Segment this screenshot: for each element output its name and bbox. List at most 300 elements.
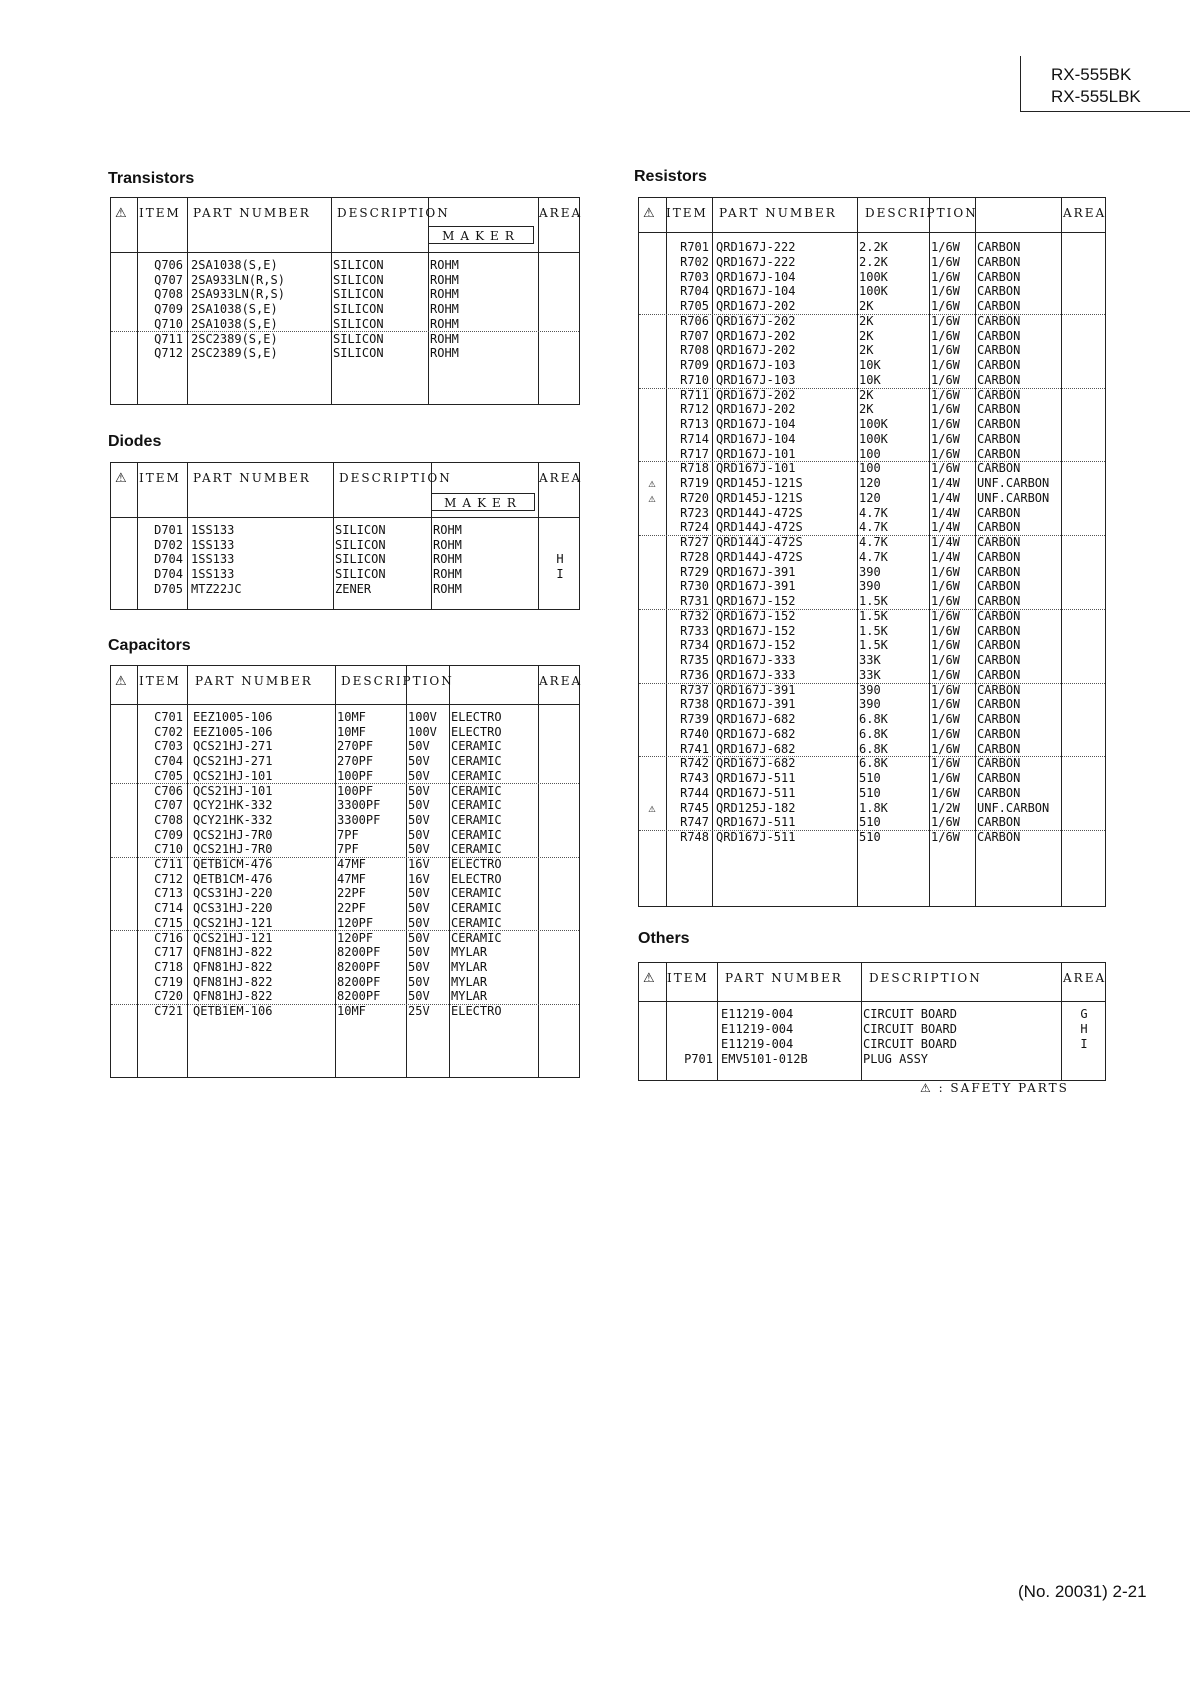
resistors-cell-d1: 390 <box>859 697 881 712</box>
capacitors-cell-item: C719 <box>154 974 183 989</box>
capacitors-row <box>111 798 579 813</box>
resistors-row <box>639 432 1105 447</box>
transistors-cell-d2: ROHM <box>430 346 459 361</box>
resistors-cell-d2: 1/4W <box>931 549 960 564</box>
resistors-cell-d2: 1/6W <box>931 623 960 638</box>
transistors-cell-item: Q706 <box>154 258 183 272</box>
capacitors-cell-item: C708 <box>154 812 183 827</box>
diodes-cell-d2: ROHM <box>433 523 462 537</box>
others-cell-area: H <box>1080 1021 1088 1036</box>
capacitors-cell-d3: CERAMIC <box>451 827 502 842</box>
capacitors-cell-d1: 10MF <box>337 1004 366 1018</box>
diodes-row <box>111 538 579 553</box>
resistors-row <box>639 609 1105 624</box>
capacitors-cell-d1: 10MF <box>337 724 366 739</box>
resistors-cell-part: QRD167J-333 <box>716 653 796 667</box>
capacitors-cell-part: QETB1CM-476 <box>193 871 273 886</box>
resistors-cell-d3: CARBON <box>977 254 1021 269</box>
capacitors-cell-d2: 100V <box>408 710 437 724</box>
resistors-cell-d1: 10K <box>859 372 881 387</box>
capacitors-row <box>111 710 579 725</box>
resistors-cell-part: QRD167J-391 <box>716 697 796 712</box>
transistors-row <box>111 287 579 302</box>
others-table <box>638 962 1106 1081</box>
resistors-cell-d3: CARBON <box>977 682 1021 697</box>
diodes-cell-d2: ROHM <box>433 567 462 582</box>
resistors-cell-part: QRD167J-511 <box>716 785 796 800</box>
resistors-cell-d2: 1/6W <box>931 313 960 328</box>
resistors-cell-d3: CARBON <box>977 594 1021 608</box>
resistors-cell-d2: 1/6W <box>931 608 960 623</box>
capacitors-cell-item: C717 <box>154 945 183 960</box>
capacitors-cell-part: QCS21HJ-271 <box>193 739 273 754</box>
transistors-row <box>111 302 579 317</box>
resistors-cell-d2: 1/6W <box>931 667 960 682</box>
resistors-cell-d1: 2K <box>859 402 874 417</box>
others-row <box>639 1007 1105 1022</box>
resistors-cell-d2: 1/6W <box>931 712 960 726</box>
capacitors-cell-d3: CERAMIC <box>451 768 502 783</box>
resistors-row <box>639 771 1105 786</box>
transistors-row <box>111 273 579 288</box>
capacitors-cell-d2: 50V <box>408 945 430 960</box>
transistors-row <box>111 258 579 273</box>
capacitors-cell-d3: CERAMIC <box>451 812 502 827</box>
resistors-cell-item: R717 <box>680 446 709 461</box>
resistors-header-item: ITEM <box>666 206 708 220</box>
capacitors-cell-d2: 50V <box>408 812 430 827</box>
resistors-cell-item: R712 <box>680 402 709 417</box>
resistors-cell-item: R702 <box>680 254 709 269</box>
resistors-cell-item: R705 <box>680 299 709 313</box>
resistors-cell-item: R720 <box>680 490 709 505</box>
transistors-row <box>111 317 579 333</box>
resistors-cell-d1: 1.5K <box>859 608 888 623</box>
resistors-cell-item: R730 <box>680 579 709 594</box>
resistors-cell-item: R741 <box>680 741 709 756</box>
capacitors-cell-item: C706 <box>154 783 183 798</box>
resistors-cell-part: QRD144J-472S <box>716 505 803 520</box>
capacitors-cell-part: QCY21HK-332 <box>193 798 273 813</box>
resistors-cell-d2: 1/6W <box>931 771 960 785</box>
safety-parts-legend: ⚠ : SAFETY PARTS <box>920 1081 1069 1095</box>
resistors-row <box>639 343 1105 358</box>
capacitors-cell-item: C720 <box>154 989 183 1004</box>
others-cell-part: E11219-004 <box>721 1021 794 1036</box>
others-cell-d1: CIRCUIT BOARD <box>863 1036 957 1051</box>
resistors-title: Resistors <box>634 168 707 185</box>
capacitors-cell-d2: 50V <box>408 989 430 1004</box>
resistors-row <box>639 402 1105 417</box>
resistors-row <box>639 417 1105 432</box>
resistors-cell-part: QRD167J-202 <box>716 313 796 328</box>
transistors-header-description: DESCRIPTION <box>337 206 450 220</box>
capacitors-header-item: ITEM <box>139 674 181 688</box>
resistors-cell-d2: 1/6W <box>931 815 960 830</box>
others-row <box>639 1022 1105 1037</box>
resistors-cell-item: R711 <box>680 387 709 402</box>
resistors-cell-part: QRD167J-391 <box>716 579 796 594</box>
resistors-cell-d1: 510 <box>859 771 881 785</box>
capacitors-cell-d2: 16V <box>408 871 430 886</box>
capacitors-cell-d1: 10MF <box>337 710 366 724</box>
capacitors-cell-d3: CERAMIC <box>451 915 502 930</box>
capacitors-cell-d1: 100PF <box>337 768 374 783</box>
capacitors-cell-d2: 50V <box>408 754 430 769</box>
capacitors-cell-d3: ELECTRO <box>451 1004 502 1018</box>
resistors-cell-d3: CARBON <box>977 372 1021 387</box>
capacitors-cell-d2: 50V <box>408 798 430 813</box>
capacitors-cell-d3: CERAMIC <box>451 798 502 813</box>
resistors-cell-d2: 1/6W <box>931 653 960 667</box>
page-number: (No. 20031) 2-21 <box>1018 1582 1147 1601</box>
capacitors-cell-part: QFN81HJ-822 <box>193 945 273 960</box>
capacitors-cell-part: QCY21HK-332 <box>193 812 273 827</box>
resistors-row <box>639 756 1105 771</box>
capacitors-row <box>111 960 579 975</box>
resistors-cell-part: QRD144J-472S <box>716 535 803 549</box>
resistors-cell-d2: 1/6W <box>931 594 960 608</box>
resistors-cell-d2: 1/6W <box>931 402 960 417</box>
others-row <box>639 1052 1105 1067</box>
transistors-cell-d2: ROHM <box>430 287 459 302</box>
diodes-cell-d1: SILICON <box>335 552 386 567</box>
capacitors-row <box>111 725 579 740</box>
resistors-cell-d2: 1/6W <box>931 682 960 697</box>
resistors-cell-part: QRD145J-121S <box>716 490 803 505</box>
resistors-cell-item: R723 <box>680 505 709 520</box>
resistors-cell-d1: 2K <box>859 343 874 358</box>
resistors-cell-d1: 100K <box>859 417 888 431</box>
resistors-cell-item: R708 <box>680 343 709 358</box>
resistors-cell-item: R704 <box>680 284 709 299</box>
transistors-table <box>110 197 583 405</box>
capacitors-cell-item: C714 <box>154 901 183 916</box>
resistors-row <box>639 638 1105 653</box>
capacitors-cell-item: C716 <box>154 930 183 945</box>
capacitors-cell-d3: MYLAR <box>451 945 488 960</box>
transistors-cell-d2: ROHM <box>430 258 459 272</box>
resistors-cell-d2: 1/6W <box>931 269 960 284</box>
others-cell-d1: CIRCUIT BOARD <box>863 1021 957 1036</box>
resistors-cell-d3: CARBON <box>977 387 1021 402</box>
resistors-cell-d3: CARBON <box>977 653 1021 667</box>
resistors-cell-part: QRD167J-101 <box>716 461 796 476</box>
resistors-cell-part: QRD167J-152 <box>716 594 796 608</box>
capacitors-cell-part: QFN81HJ-822 <box>193 959 273 974</box>
transistors-cell-item: Q709 <box>154 302 183 317</box>
capacitors-cell-part: EEZ1005-106 <box>193 724 273 739</box>
resistors-cell-d1: 510 <box>859 815 881 830</box>
transistors-header-item: ITEM <box>139 206 181 220</box>
resistors-cell-d2: 1/6W <box>931 240 960 254</box>
resistors-cell-d1: 120 <box>859 490 881 505</box>
diodes-table <box>110 462 583 610</box>
resistors-cell-part: QRD167J-202 <box>716 343 796 358</box>
resistors-cell-part: QRD167J-152 <box>716 623 796 638</box>
resistors-cell-item: R724 <box>680 520 709 535</box>
transistors-cell-d2: ROHM <box>430 331 459 346</box>
resistors-cell-d2: 1/6W <box>931 431 960 446</box>
transistors-cell-d2: ROHM <box>430 272 459 287</box>
diodes-header-item: ITEM <box>139 471 181 485</box>
others-header-part-number: PART NUMBER <box>725 971 843 985</box>
resistors-cell-d1: 6.8K <box>859 741 888 756</box>
capacitors-title: Capacitors <box>108 637 191 654</box>
diodes-cell-part: 1SS133 <box>191 552 235 567</box>
resistors-cell-part: QRD167J-152 <box>716 608 796 623</box>
resistors-row <box>639 815 1105 831</box>
capacitors-cell-d1: 8200PF <box>337 945 381 960</box>
diodes-header-part-number: PART NUMBER <box>193 471 311 485</box>
resistors-cell-d1: 2.2K <box>859 254 888 269</box>
resistors-cell-d3: CARBON <box>977 431 1021 446</box>
resistors-cell-d1: 100 <box>859 461 881 476</box>
diodes-cell-d2: ROHM <box>433 581 462 596</box>
resistors-row <box>639 668 1105 684</box>
capacitors-cell-d2: 25V <box>408 1004 430 1018</box>
capacitors-cell-d3: CERAMIC <box>451 930 502 945</box>
capacitors-cell-d3: CERAMIC <box>451 739 502 754</box>
resistors-cell-part: QRD167J-104 <box>716 417 796 431</box>
transistors-cell-item: Q711 <box>154 331 183 346</box>
resistors-cell-d2: 1/6W <box>931 638 960 653</box>
capacitors-row <box>111 754 579 769</box>
capacitors-cell-d3: ELECTRO <box>451 724 502 739</box>
capacitors-cell-part: QCS31HJ-220 <box>193 901 273 916</box>
transistors-cell-d1: SILICON <box>333 331 384 346</box>
capacitors-cell-d3: ELECTRO <box>451 871 502 886</box>
capacitors-cell-d2: 50V <box>408 768 430 783</box>
resistors-row <box>639 255 1105 270</box>
transistors-cell-d1: SILICON <box>333 316 384 331</box>
resistors-cell-item: R706 <box>680 313 709 328</box>
resistors-cell-d2: 1/6W <box>931 284 960 299</box>
resistors-cell-d2: 1/6W <box>931 697 960 712</box>
resistors-cell-part: QRD167J-104 <box>716 269 796 284</box>
diodes-maker-header: MAKER <box>431 493 535 511</box>
capacitors-row <box>111 916 579 932</box>
resistors-cell-d2: 1/6W <box>931 387 960 402</box>
capacitors-cell-d1: 7PF <box>337 827 359 842</box>
resistors-cell-item: R739 <box>680 712 709 726</box>
resistors-cell-item: R736 <box>680 667 709 682</box>
resistors-cell-d3: CARBON <box>977 343 1021 358</box>
resistors-cell-d3: CARBON <box>977 461 1021 476</box>
resistors-cell-d1: 100K <box>859 269 888 284</box>
capacitors-cell-d3: CERAMIC <box>451 886 502 901</box>
resistors-cell-item: R733 <box>680 623 709 638</box>
diodes-cell-d1: SILICON <box>335 537 386 552</box>
resistors-cell-item: R737 <box>680 682 709 697</box>
resistors-row <box>639 506 1105 521</box>
resistors-row <box>639 476 1105 491</box>
resistors-cell-d1: 390 <box>859 579 881 594</box>
capacitors-header-description: DESCRIPTION <box>341 674 454 688</box>
resistors-row <box>639 284 1105 299</box>
capacitors-cell-part: QCS21HJ-121 <box>193 930 273 945</box>
resistors-cell-d2: 1/4W <box>931 535 960 549</box>
capacitors-header-part-number: PART NUMBER <box>195 674 313 688</box>
capacitors-row <box>111 901 579 916</box>
resistors-cell-item: R735 <box>680 653 709 667</box>
diodes-cell-part: 1SS133 <box>191 567 235 582</box>
resistors-cell-d1: 4.7K <box>859 520 888 535</box>
resistors-row <box>639 579 1105 594</box>
resistors-cell-part: QRD167J-202 <box>716 299 796 313</box>
transistors-cell-d2: ROHM <box>430 302 459 317</box>
resistors-cell-item: R743 <box>680 771 709 785</box>
resistors-cell-d1: 2.2K <box>859 240 888 254</box>
capacitors-cell-d2: 50V <box>408 886 430 901</box>
resistors-cell-item: R718 <box>680 461 709 476</box>
capacitors-cell-d1: 8200PF <box>337 974 381 989</box>
resistors-cell-item: R745 <box>680 800 709 815</box>
resistors-cell-d2: 1/6W <box>931 358 960 372</box>
capacitors-row <box>111 842 579 858</box>
capacitors-cell-d2: 50V <box>408 842 430 857</box>
others-cell-part: EMV5101-012B <box>721 1051 808 1066</box>
resistors-cell-d1: 33K <box>859 667 881 682</box>
resistors-cell-part: QRD167J-391 <box>716 682 796 697</box>
capacitors-row <box>111 769 579 785</box>
resistors-cell-item: R748 <box>680 830 709 844</box>
resistors-cell-d2: 1/2W <box>931 800 960 815</box>
resistors-row <box>639 830 1105 845</box>
resistors-cell-d1: 510 <box>859 830 881 844</box>
resistors-cell-part: QRD167J-202 <box>716 387 796 402</box>
capacitors-cell-d1: 47MF <box>337 857 366 871</box>
resistors-row <box>639 683 1105 698</box>
resistors-cell-d2: 1/4W <box>931 520 960 535</box>
resistors-cell-d2: 1/6W <box>931 461 960 476</box>
resistors-cell-item: R710 <box>680 372 709 387</box>
transistors-cell-d1: SILICON <box>333 287 384 302</box>
warning-icon: ⚠ <box>643 971 655 986</box>
resistors-cell-d1: 390 <box>859 564 881 579</box>
resistors-cell-d2: 1/6W <box>931 756 960 771</box>
resistors-cell-d1: 4.7K <box>859 535 888 549</box>
capacitors-cell-item: C701 <box>154 710 183 724</box>
resistors-row <box>639 388 1105 403</box>
resistors-cell-d3: UNF.CARBON <box>977 476 1050 490</box>
capacitors-cell-item: C702 <box>154 724 183 739</box>
capacitors-cell-part: EEZ1005-106 <box>193 710 273 724</box>
resistors-cell-d3: CARBON <box>977 299 1021 313</box>
resistors-cell-item: R744 <box>680 785 709 800</box>
model-box <box>1020 56 1190 112</box>
resistors-cell-d3: CARBON <box>977 284 1021 299</box>
others-cell-part: E11219-004 <box>721 1036 794 1051</box>
capacitors-cell-d2: 16V <box>408 857 430 871</box>
capacitors-cell-part: QFN81HJ-822 <box>193 974 273 989</box>
capacitors-cell-item: C703 <box>154 739 183 754</box>
resistors-cell-d2: 1/4W <box>931 505 960 520</box>
resistors-cell-part: QRD167J-152 <box>716 638 796 653</box>
resistors-cell-part: QRD167J-222 <box>716 240 796 254</box>
capacitors-cell-part: QCS21HJ-101 <box>193 783 273 798</box>
diodes-cell-part: 1SS133 <box>191 537 235 552</box>
capacitors-cell-part: QETB1EM-106 <box>193 1004 273 1018</box>
capacitors-row <box>111 975 579 990</box>
capacitors-cell-d3: MYLAR <box>451 959 488 974</box>
capacitors-cell-item: C709 <box>154 827 183 842</box>
resistors-row <box>639 520 1105 536</box>
resistors-cell-d1: 6.8K <box>859 726 888 741</box>
resistors-cell-d1: 390 <box>859 682 881 697</box>
resistors-cell-d3: CARBON <box>977 608 1021 623</box>
resistors-cell-d3: CARBON <box>977 771 1021 785</box>
resistors-header-area: AREA <box>1063 206 1107 220</box>
others-header-area: AREA <box>1063 971 1107 985</box>
diodes-cell-area: H <box>556 552 564 567</box>
resistors-cell-part: QRD167J-682 <box>716 756 796 771</box>
resistors-cell-item: R740 <box>680 726 709 741</box>
resistors-cell-d2: 1/6W <box>931 579 960 594</box>
diodes-cell-d2: ROHM <box>433 537 462 552</box>
transistors-row <box>111 332 579 347</box>
warning-icon: ⚠ <box>115 206 127 221</box>
resistors-cell-d3: CARBON <box>977 240 1021 254</box>
transistors-cell-part: 2SC2389(S,E) <box>191 346 278 361</box>
resistors-row <box>639 712 1105 727</box>
resistors-cell-d2: 1/4W <box>931 476 960 490</box>
resistors-cell-d3: CARBON <box>977 712 1021 726</box>
capacitors-cell-d3: CERAMIC <box>451 783 502 798</box>
others-cell-item: P701 <box>684 1051 713 1066</box>
resistors-cell-part: QRD144J-472S <box>716 549 803 564</box>
resistors-cell-d3: CARBON <box>977 726 1021 741</box>
resistors-row <box>639 742 1105 758</box>
transistors-cell-item: Q708 <box>154 287 183 302</box>
resistors-cell-d2: 1/6W <box>931 564 960 579</box>
resistors-row <box>639 697 1105 712</box>
capacitors-row <box>111 857 579 872</box>
others-cell-d1: PLUG ASSY <box>863 1051 929 1066</box>
resistors-cell-d3: CARBON <box>977 446 1021 461</box>
capacitors-cell-d1: 22PF <box>337 886 366 901</box>
capacitors-row <box>111 1004 579 1019</box>
resistors-cell-d3: CARBON <box>977 417 1021 431</box>
capacitors-row <box>111 784 579 799</box>
resistors-cell-item: R703 <box>680 269 709 284</box>
resistors-cell-part: QRD167J-101 <box>716 446 796 461</box>
resistors-row <box>639 653 1105 668</box>
transistors-cell-item: Q712 <box>154 346 183 361</box>
diodes-cell-item: D705 <box>154 581 183 596</box>
transistors-cell-d1: SILICON <box>333 258 384 272</box>
resistors-cell-part: QRD167J-682 <box>716 726 796 741</box>
capacitors-cell-d3: ELECTRO <box>451 710 502 724</box>
transistors-maker-header: MAKER <box>428 226 534 244</box>
others-cell-area: G <box>1080 1007 1088 1021</box>
resistors-cell-d2: 1/6W <box>931 446 960 461</box>
resistors-table <box>638 197 1106 907</box>
capacitors-cell-part: QCS21HJ-7R0 <box>193 842 273 857</box>
capacitors-row <box>111 945 579 960</box>
capacitors-row <box>111 886 579 901</box>
resistors-cell-d1: 100K <box>859 284 888 299</box>
resistors-cell-item: R727 <box>680 535 709 549</box>
transistors-header-part-number: PART NUMBER <box>193 206 311 220</box>
diodes-cell-d1: SILICON <box>335 523 386 537</box>
resistors-cell-d1: 1.5K <box>859 638 888 653</box>
resistors-cell-item: R729 <box>680 564 709 579</box>
resistors-row <box>639 314 1105 329</box>
diodes-cell-area: I <box>556 567 564 582</box>
warning-icon: ⚠ <box>643 206 655 221</box>
resistors-cell-d3: CARBON <box>977 756 1021 771</box>
